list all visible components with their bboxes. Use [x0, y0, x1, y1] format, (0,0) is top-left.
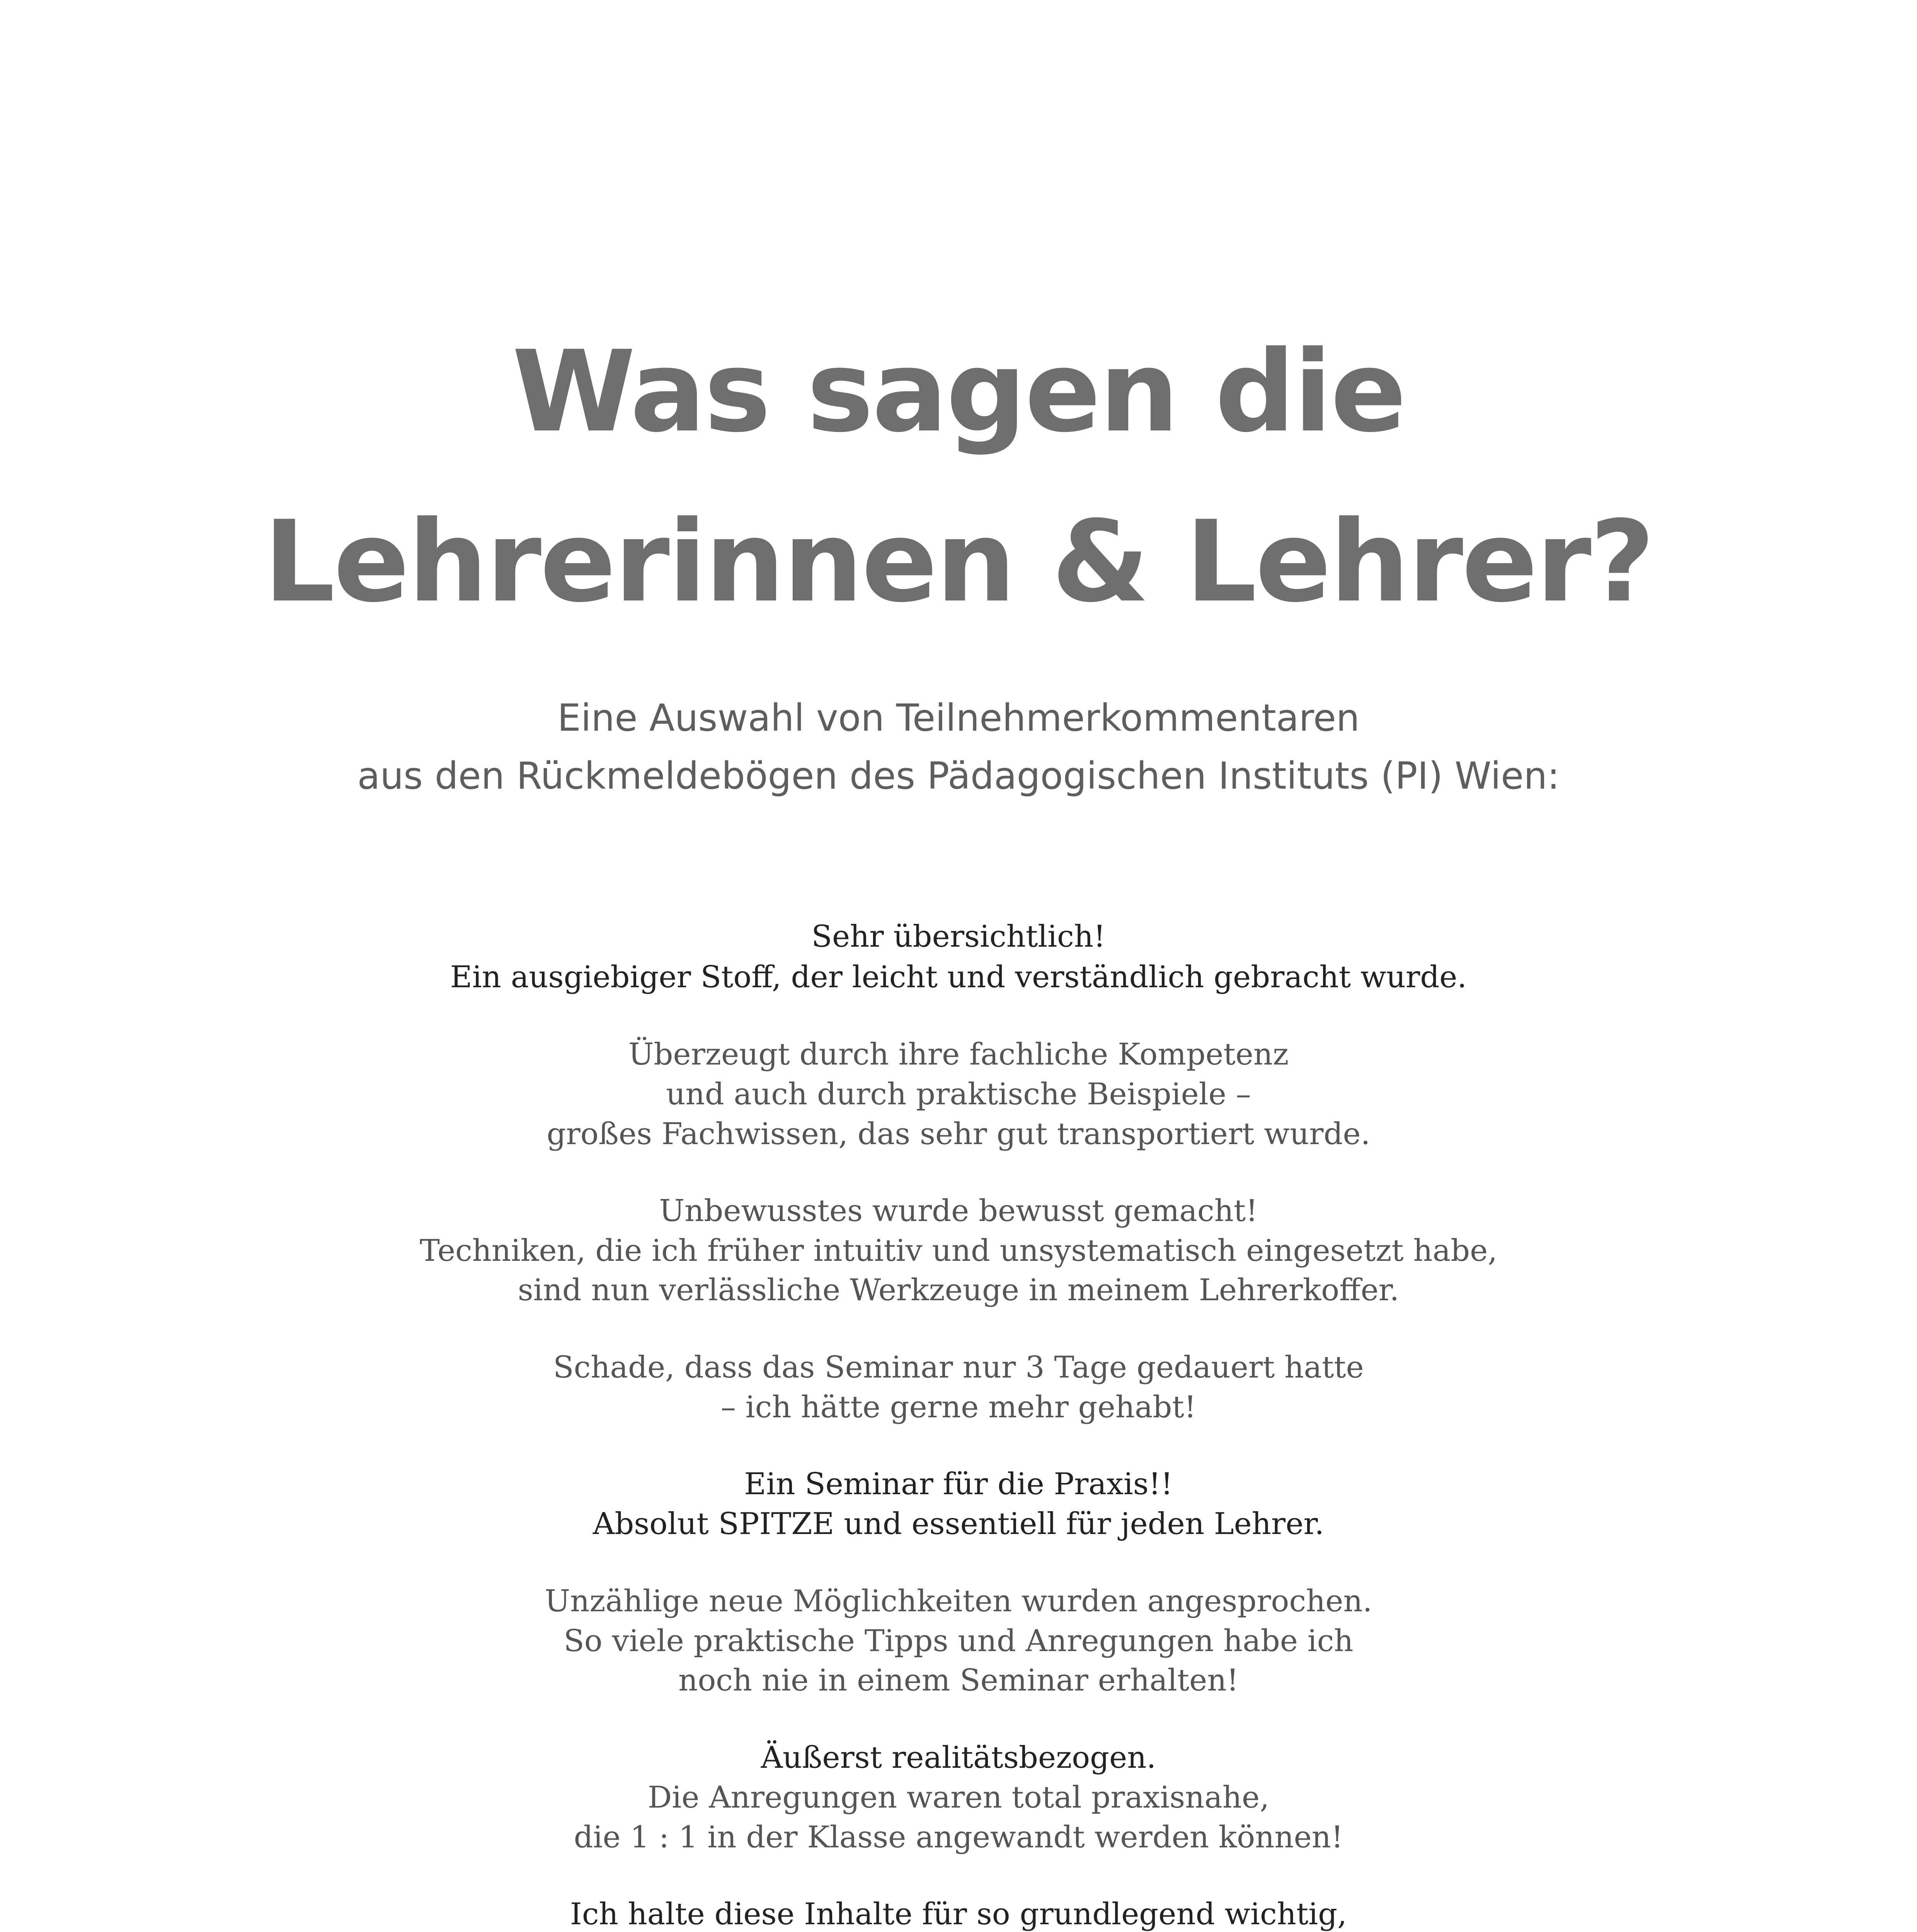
comment-4-line-1: Schade, dass das Seminar nur 3 Tage gedauert hatte [553, 1350, 1364, 1385]
comment-7-line-2: Die Anregungen waren total praxisnahe, [647, 1780, 1270, 1815]
comment-1-line-2: Ein ausgiebiger Stoff, der leicht und verständlich gebracht wurde. [450, 960, 1467, 995]
page-title-line-2: Lehrerinnen & Lehrer? [264, 497, 1653, 627]
comment-5-line-1: Ein Seminar für die Praxis!! [744, 1467, 1173, 1502]
comment-4-line-2: – ich hätte gerne mehr gehabt! [720, 1390, 1197, 1425]
comment-1-line-1: Sehr übersichtlich! [811, 919, 1106, 954]
comment-6-line-3: noch nie in einem Seminar erhalten! [678, 1663, 1239, 1698]
page-title-line-1: Was sagen die [512, 327, 1405, 457]
subtitle-line-2: aus den Rückmeldebögen des Pädagogischen Instituts (PI) Wien: [357, 754, 1560, 798]
comment-7-line-3: die 1 : 1 in der Klasse angewandt werden können! [574, 1820, 1343, 1855]
comment-6-line-1: Unzählige neue Möglichkeiten wurden angesprochen. [545, 1584, 1372, 1619]
comment-3-line-2: Techniken, die ich früher intuitiv und unsystematisch eingesetzt habe, [419, 1233, 1498, 1268]
comment-2-line-2: und auch durch praktische Beispiele – [666, 1077, 1251, 1112]
comment-3-line-1: Unbewusstes wurde bewusst gemacht! [659, 1194, 1258, 1228]
subtitle-line-1: Eine Auswahl von Teilnehmerkommentaren [557, 696, 1360, 740]
comment-5-line-2: Absolut SPITZE und essentiell für jeden Lehrer. [593, 1507, 1324, 1541]
comment-2-line-1: Überzeugt durch ihre fachliche Kompetenz [628, 1037, 1289, 1072]
comment-6-line-2: So viele praktische Tipps und Anregungen habe ich [564, 1624, 1353, 1658]
comment-7-line-1: Äußerst realitätsbezogen. [761, 1740, 1156, 1775]
comment-8-line-1: Ich halte diese Inhalte für so grundlegend wichtig, [570, 1897, 1347, 1932]
comment-3-line-3: sind nun verlässliche Werkzeuge in meinem Lehrerkoffer. [518, 1273, 1399, 1308]
comment-2-line-3: großes Fachwissen, das sehr gut transportiert wurde. [546, 1117, 1371, 1151]
